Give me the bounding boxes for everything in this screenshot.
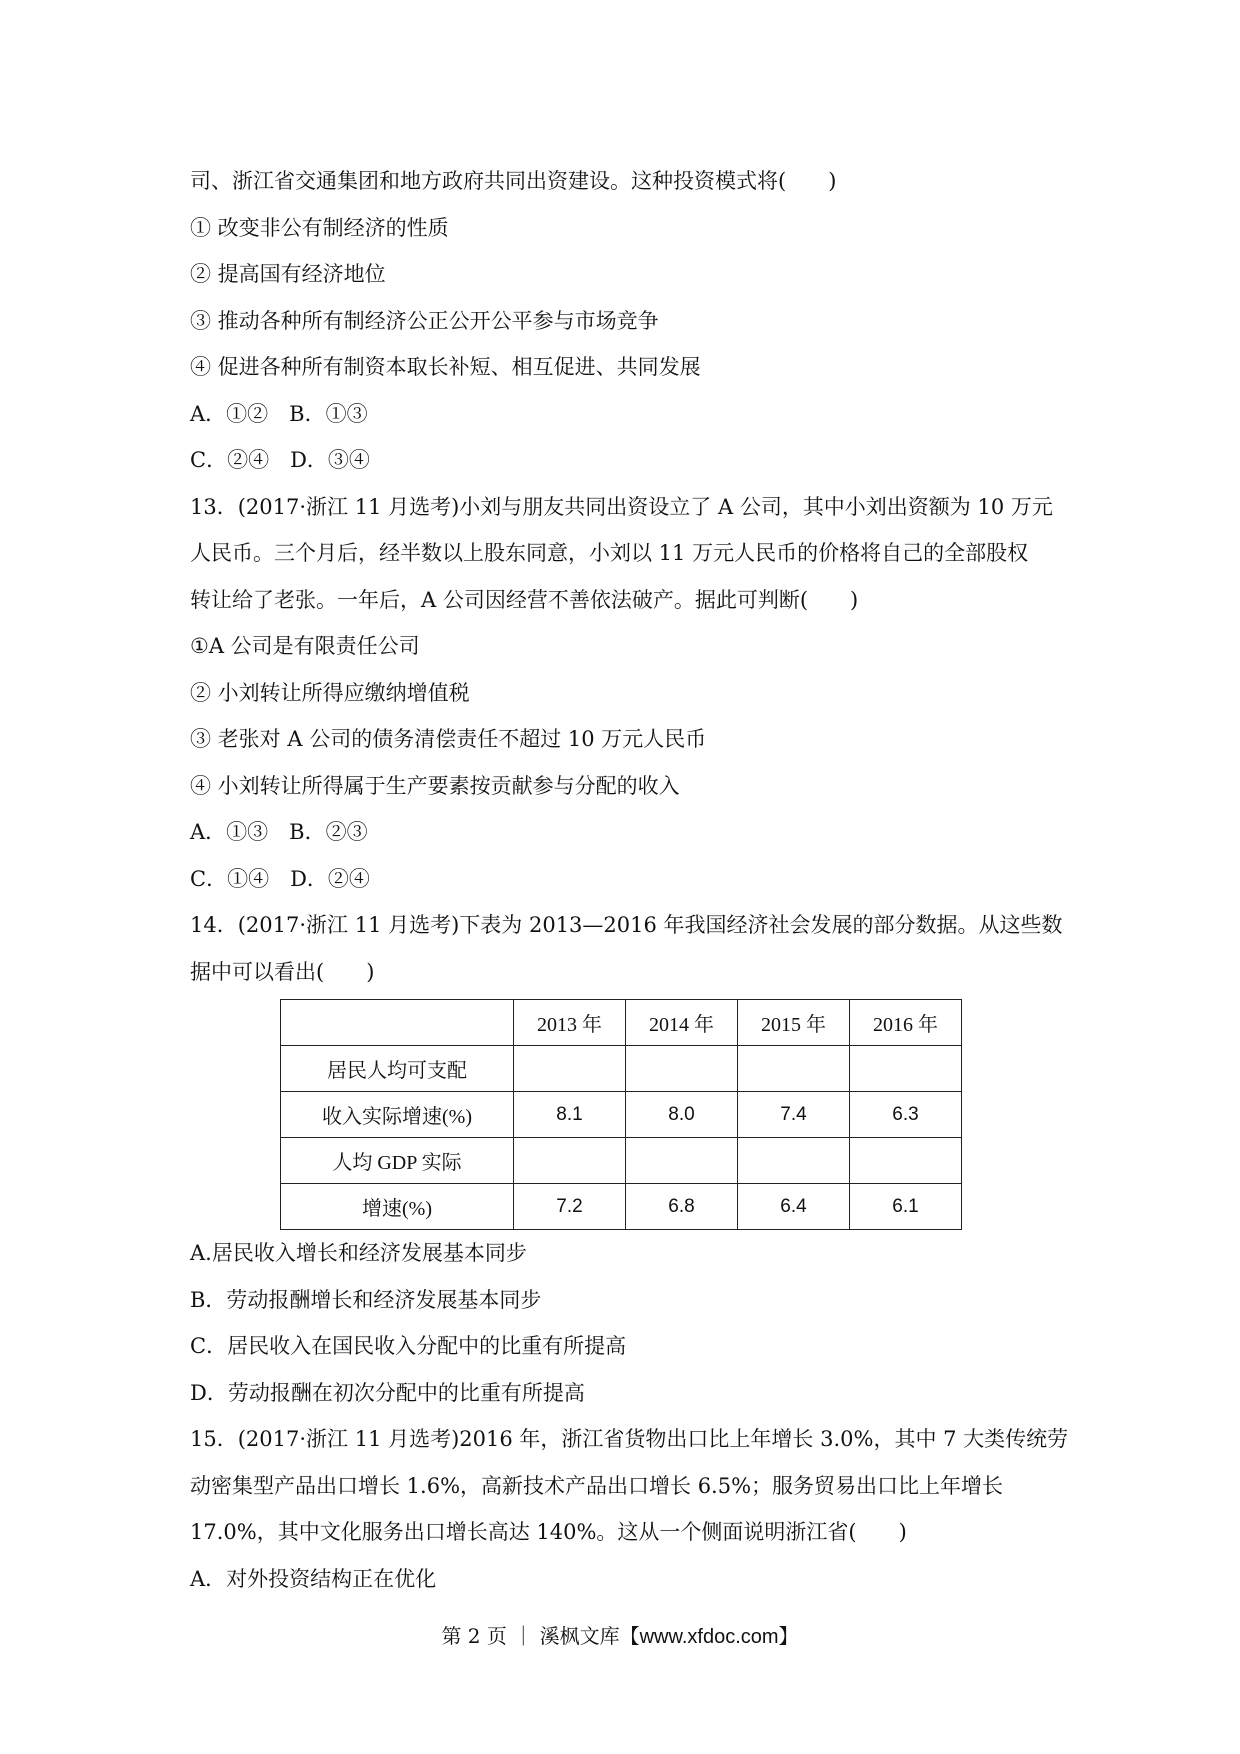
text-line: 司、浙江省交通集团和地方政府共同出资建设。这种投资模式将( ) bbox=[190, 169, 837, 193]
option-statement-2: ② 提高国有经济地位 bbox=[190, 262, 386, 286]
table-corner-cell bbox=[281, 1000, 514, 1046]
answer-choice-c: C．居民收入在国民收入分配中的比重有所提高 bbox=[190, 1334, 627, 1358]
table-row bbox=[281, 1184, 962, 1230]
answer-choices-ab: A．①② B．①③ bbox=[190, 401, 368, 426]
table-header-year: 2013 年 bbox=[514, 1000, 626, 1046]
option-statement-2: ② 小刘转让所得应缴纳增值税 bbox=[190, 680, 470, 705]
table-cell: 7.4 bbox=[738, 1092, 850, 1138]
option-statement-4: ④ 促进各种所有制资本取长补短、相互促进、共同发展 bbox=[190, 355, 701, 379]
table-cell bbox=[738, 1138, 850, 1184]
question-14-stem: 14．(2017·浙江 11 月选考)下表为 2013—2016 年我国经济社会发展的部分数据。从这些数 bbox=[190, 913, 1063, 937]
option-statement-1: ① 改变非公有制经济的性质 bbox=[190, 215, 449, 240]
table-cell bbox=[514, 1138, 626, 1184]
table-header-year: 2016 年 bbox=[850, 1000, 962, 1046]
data-table bbox=[280, 999, 962, 1230]
table-row-label: 收入实际增速(%) bbox=[281, 1092, 514, 1138]
question-13-stem: 人民币。三个月后，经半数以上股东同意，小刘以 11 万元人民币的价格将自己的全部股权 bbox=[190, 541, 1029, 565]
answer-choices-cd: C．②④ D．③④ bbox=[190, 448, 370, 472]
table-cell: 6.8 bbox=[626, 1184, 738, 1230]
table-cell bbox=[626, 1046, 738, 1092]
option-statement-4: ④ 小刘转让所得属于生产要素按贡献参与分配的收入 bbox=[190, 773, 680, 798]
table-row bbox=[281, 1138, 962, 1184]
table-header-year: 2015 年 bbox=[738, 1000, 850, 1046]
table-cell: 8.0 bbox=[626, 1092, 738, 1138]
table-header-row bbox=[281, 1000, 962, 1046]
table-cell bbox=[626, 1138, 738, 1184]
table-cell bbox=[738, 1046, 850, 1092]
table-row bbox=[281, 1092, 962, 1138]
table-cell: 6.4 bbox=[738, 1184, 850, 1230]
question-15-stem: 17.0%，其中文化服务出口增长高达 140%。这从一个侧面说明浙江省( ) bbox=[190, 1520, 907, 1544]
table-cell bbox=[850, 1046, 962, 1092]
table-row bbox=[281, 1046, 962, 1092]
question-15-stem: 动密集型产品出口增长 1.6%，高新技术产品出口增长 6.5%；服务贸易出口比上年增长 bbox=[190, 1473, 1004, 1498]
table-cell bbox=[514, 1046, 626, 1092]
table-cell bbox=[850, 1138, 962, 1184]
question-block-top bbox=[190, 158, 1063, 995]
option-statement-1: ①A 公司是有限责任公司 bbox=[190, 634, 420, 658]
answer-choice-a: A．对外投资结构正在优化 bbox=[190, 1566, 437, 1591]
table-cell: 6.3 bbox=[850, 1092, 962, 1138]
answer-choice-b: B．劳动报酬增长和经济发展基本同步 bbox=[190, 1287, 542, 1312]
option-statement-3: ③ 老张对 A 公司的债务清偿责任不超过 10 万元人民币 bbox=[190, 727, 707, 751]
page-footer bbox=[0, 1620, 1240, 1649]
answer-choice-a: A.居民收入增长和经济发展基本同步 bbox=[190, 1241, 527, 1265]
question-block-bottom bbox=[190, 1230, 1069, 1602]
page-number: 第 2 页 ｜ bbox=[441, 1624, 534, 1648]
option-statement-3: ③ 推动各种所有制经济公正公开公平参与市场竞争 bbox=[190, 308, 659, 333]
table-row-label: 增速(%) bbox=[281, 1184, 514, 1230]
table-cell: 7.2 bbox=[514, 1184, 626, 1230]
answer-choices-cd: C．①④ D．②④ bbox=[190, 866, 370, 891]
answer-choices-ab: A．①③ B．②③ bbox=[190, 820, 368, 844]
site-credit: 溪枫文库【www.xfdoc.com】 bbox=[539, 1626, 799, 1648]
table-row-label: 人均 GDP 实际 bbox=[281, 1138, 514, 1184]
table-cell: 8.1 bbox=[514, 1092, 626, 1138]
document-body bbox=[190, 158, 1069, 1602]
question-14-stem: 据中可以看出( ) bbox=[190, 959, 375, 984]
table-header-year: 2014 年 bbox=[626, 1000, 738, 1046]
question-13-stem: 13．(2017·浙江 11 月选考)小刘与朋友共同出资设立了 A 公司，其中小刘出资额为 10 万元 bbox=[190, 494, 1053, 519]
table-cell: 6.1 bbox=[850, 1184, 962, 1230]
answer-choice-d: D．劳动报酬在初次分配中的比重有所提高 bbox=[190, 1380, 585, 1405]
table-row-label: 居民人均可支配 bbox=[281, 1046, 514, 1092]
question-15-stem: 15．(2017·浙江 11 月选考)2016 年，浙江省货物出口比上年增长 3.0%，其中 7 大类传统劳 bbox=[190, 1427, 1069, 1451]
question-13-stem: 转让给了老张。一年后，A 公司因经营不善依法破产。据此可判断( ) bbox=[190, 587, 859, 612]
